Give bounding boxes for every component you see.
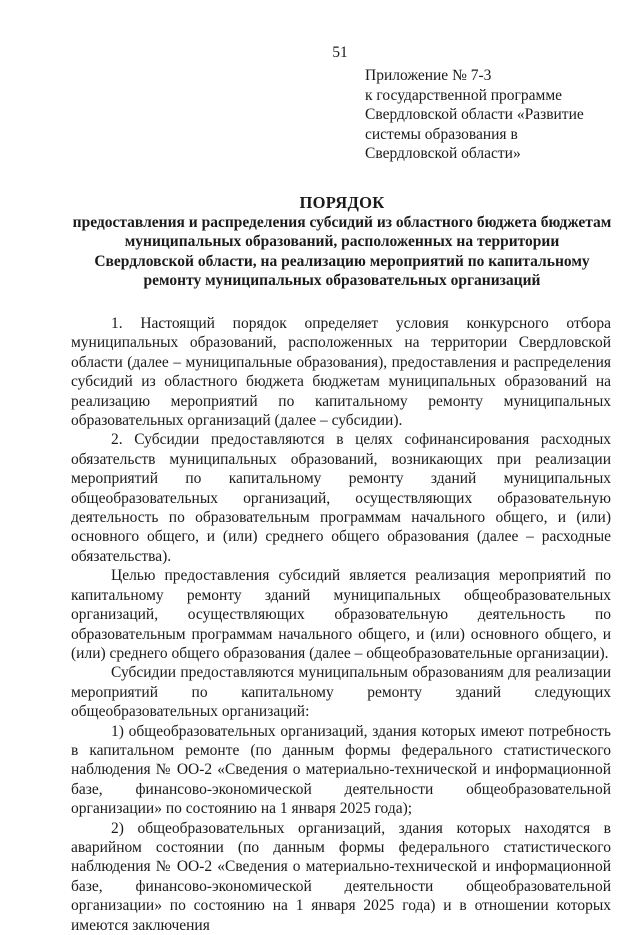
appendix-line: системы образования в — [365, 125, 518, 143]
paragraph-2: 2. Субсидии предоставляются в целях софинансирования расходных обязательств муниципальных образований, возникающих при реализации мероприятий по капитальному ремонту зданий муниципальных общеобразовательных организаций, осуществляющих образовательную деятельность по образовательным программам начального общего, и (или) основного общего, и (или) среднего общего образования (далее – расходные обязательства). — [71, 431, 611, 565]
paragraph-purpose: Целью предоставления субсидий является реализация мероприятий по капитальному ремонту зданий муниципальных общеобразовательных организаций, осуществляющих образовательную деятельность по образовательным программам начального общего, и (или) основного общего, и (или) среднего общего образования (далее – общеобразовательные организации). — [71, 567, 611, 662]
paragraph-1: 1. Настоящий порядок определяет условия конкурсного отбора муниципальных образований, расположенных на территории Свердловской области (далее – муниципальные образования), предоставления и распределения субсидий из областного бюджета бюджетам муниципальных образований на реализацию мероприятий по капитальному ремонту муниципальных образовательных организаций (далее – субсидии). — [71, 315, 611, 430]
page-number: 51 — [332, 44, 348, 61]
appendix-line: Свердловской области» — [365, 145, 521, 162]
document-body — [71, 314, 611, 935]
paragraph-recipients: Субсидии предоставляются муниципальным образованиям для реализации мероприятий по капитальному ремонту зданий следующих общеобразовательных организаций: — [71, 664, 611, 721]
list-item-1: 1) общеобразовательных организаций, здания которых имеют потребность в капитальном ремонте (по данным формы федерального статистического наблюдения № ОО-2 «Сведения о материально-технической и информационной базе, финансово-экономической деятельности общеобразовательной организации» по состоянию на 1 января 2025 года); — [71, 722, 611, 818]
appendix-line: к государственной программе — [365, 86, 563, 104]
title-sub-line: ремонту муниципальных образовательных организаций — [143, 272, 541, 290]
list-item-2: 2) общеобразовательных организаций, здания которых находятся в аварийном состоянии (по данным формы федерального статистического наблюдения № ОО-2 «Сведения о материально-технической и информационной базе, финансово-экономической деятельности общеобразовательной организации» по состоянию на 1 января 2025 года) и в отношении которых имеются заключения — [71, 819, 611, 934]
title-main: ПОРЯДОК — [299, 193, 385, 212]
title-sub-line: муниципальных образований, расположенных на территории — [124, 233, 560, 251]
appendix-line: Свердловской области «Развитие — [365, 106, 584, 123]
title-sub-line: предоставления и распределения субсидий из областного бюджета бюджетам — [72, 214, 612, 231]
document-title — [60, 193, 624, 291]
title-sub-line: Свердловской области, на реализацию мероприятий по капитальному — [94, 252, 590, 270]
appendix-block — [365, 66, 584, 164]
appendix-line: Приложение № 7-3 — [365, 67, 492, 84]
